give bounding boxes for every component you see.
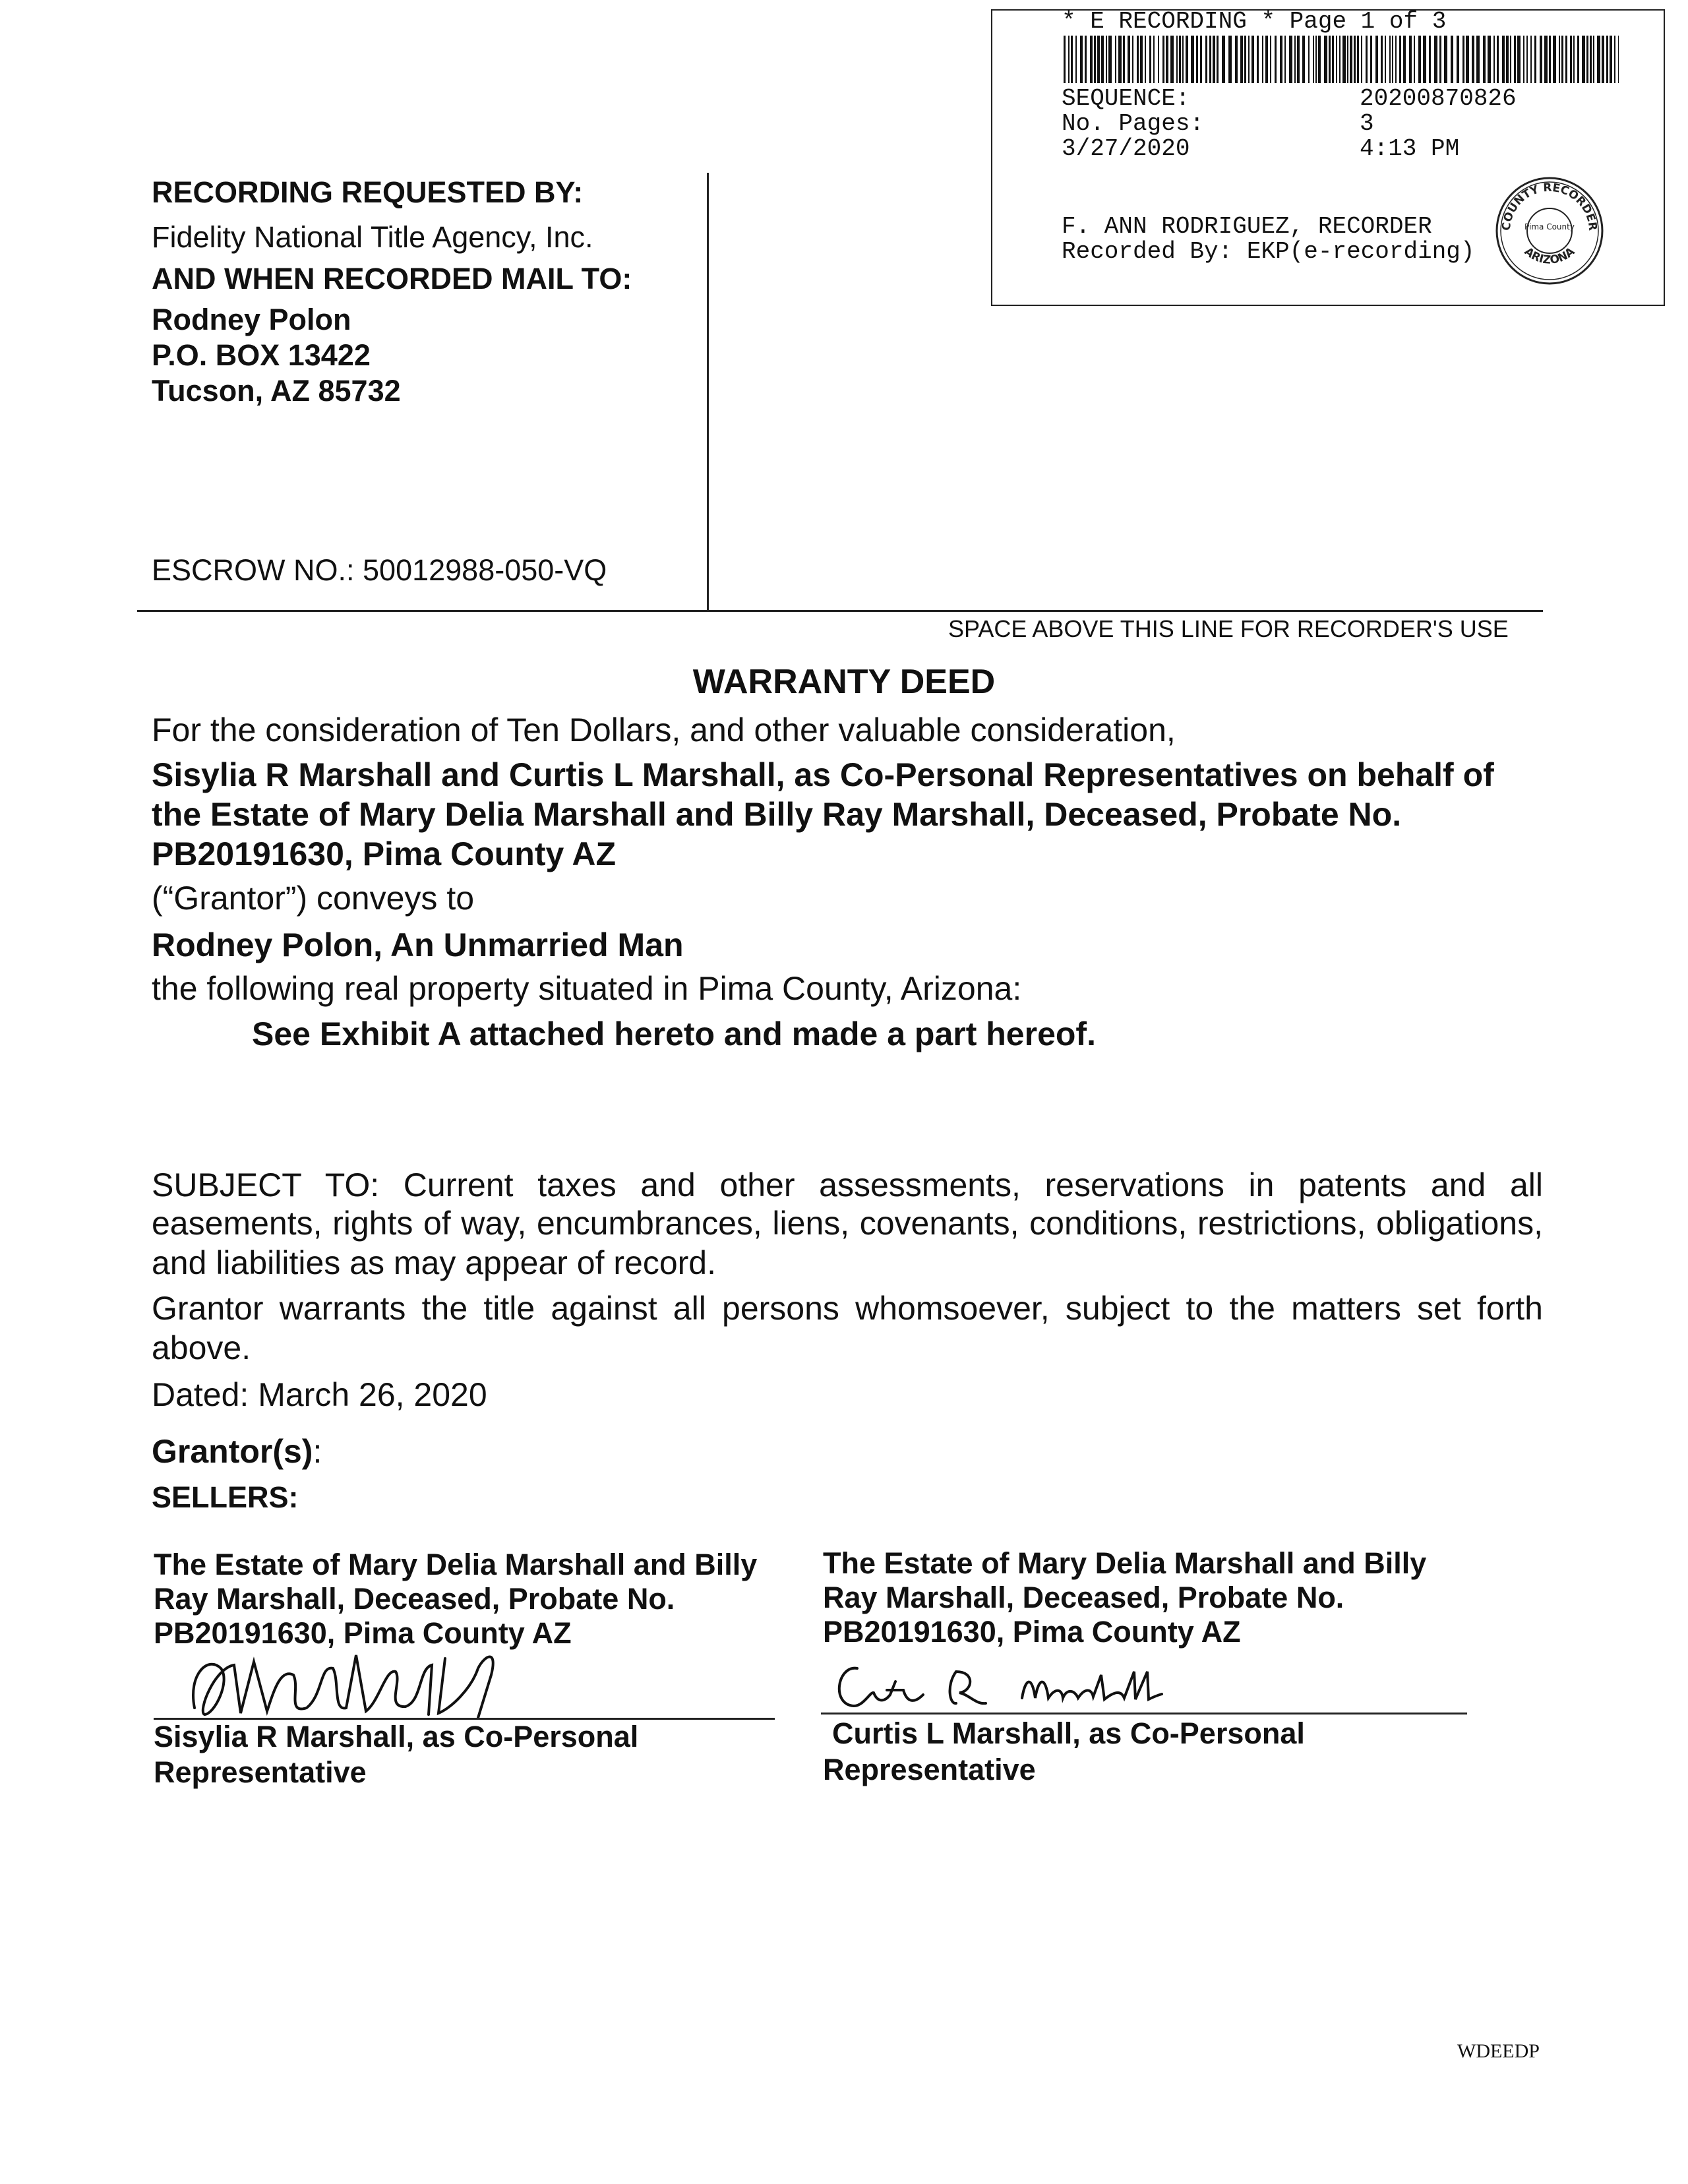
barcode-bar (1244, 36, 1246, 83)
barcode-bar (1324, 36, 1327, 83)
barcode-bar (1476, 36, 1480, 83)
pages-value: 3 (1360, 110, 1374, 137)
grantor-line-2: the Estate of Mary Delia Marshall and Billy Ray Marshall, Deceased, Probate No. (152, 796, 1402, 833)
warranty-line-1: Grantor warrants the title against all persons whomsoever, subject to the matters set forth (152, 1290, 1543, 1327)
barcode-bar (1240, 36, 1243, 83)
barcode-bar (1559, 36, 1560, 83)
sellers-label: SELLERS: (152, 1480, 299, 1514)
barcode-bar (1561, 36, 1563, 83)
barcode-bar (1389, 36, 1391, 83)
barcode-bar (1336, 36, 1337, 83)
barcode-bar (1149, 36, 1151, 83)
barcode-bar (1444, 36, 1447, 83)
barcode-bar (1196, 36, 1198, 83)
barcode-bar (1123, 36, 1125, 83)
form-code: WDEEDP (1457, 2040, 1540, 2062)
barcode-bar (1090, 36, 1093, 83)
barcode-bar (1339, 36, 1341, 83)
barcode-bar (1409, 36, 1412, 83)
barcode-bar (1618, 36, 1619, 83)
barcode-bar (1153, 36, 1155, 83)
barcode-bar (1395, 36, 1397, 83)
barcode-bar (1329, 36, 1331, 83)
barcode-bar (1451, 36, 1453, 83)
barcode-bar (1530, 36, 1532, 83)
subject-to-line-2: easements, rights of way, encumbrances, liens, covenants, conditions, restrictions, obligations, (152, 1205, 1543, 1242)
barcode-bar (1308, 36, 1310, 83)
barcode-bar (1209, 36, 1211, 83)
right-entity-line-1: The Estate of Mary Delia Marshall and Billy (823, 1546, 1427, 1580)
barcode-bar (1582, 36, 1585, 83)
barcode-bar (1361, 36, 1362, 83)
document-title: WARRANTY DEED (692, 663, 996, 701)
barcode-bar (1399, 36, 1401, 83)
barcode-bar (1483, 36, 1486, 83)
barcode-bar (1544, 36, 1548, 83)
subject-to-line-3: and liabilities as may appear of record. (152, 1244, 717, 1281)
barcode-bar (1553, 36, 1556, 83)
property-intro: the following real property situated in Pima County, Arizona: (152, 970, 1022, 1007)
barcode-bar (1342, 36, 1346, 83)
dated-text: Dated: March 26, 2020 (152, 1376, 487, 1413)
barcode-bar (1179, 36, 1181, 83)
right-signer-name: Curtis L Marshall, as Co-Personal (832, 1716, 1305, 1750)
left-entity-line-1: The Estate of Mary Delia Marshall and Billy (154, 1548, 758, 1581)
right-entity-line-3: PB20191630, Pima County AZ (823, 1615, 1241, 1649)
barcode-bar (1370, 36, 1372, 83)
barcode-bar (1457, 36, 1459, 83)
barcode-bar (1166, 36, 1168, 83)
consideration-text: For the consideration of Ten Dollars, and other valuable consideration, (152, 712, 1176, 748)
header-divider-vertical (707, 173, 709, 611)
barcode-bar (1534, 36, 1536, 83)
county-seal-icon (1492, 173, 1608, 289)
recorder-space-line (137, 610, 1543, 612)
right-signer-role: Representative (823, 1753, 1036, 1786)
mail-to-address-2: Tucson, AZ 85732 (152, 374, 401, 408)
barcode-bar (1526, 36, 1528, 83)
right-signature-line (821, 1713, 1467, 1714)
barcode-bar (1213, 36, 1215, 83)
barcode-bar (1205, 36, 1207, 83)
barcode-bar (1182, 36, 1184, 83)
mail-to-name: Rodney Polon (152, 303, 351, 336)
barcode-bar (1472, 36, 1474, 83)
barcode-bar (1075, 36, 1077, 83)
recording-date: 3/27/2020 (1062, 135, 1190, 162)
grantors-heading (152, 1431, 322, 1472)
barcode-bar (1235, 36, 1238, 83)
barcode-bar (1606, 36, 1608, 83)
barcode-bar (1217, 36, 1219, 83)
pages-label: No. Pages: (1062, 110, 1205, 137)
barcode-bar (1597, 36, 1600, 83)
barcode-bar (1128, 36, 1130, 83)
barcode-bar (1115, 36, 1116, 83)
barcode-bar (1385, 36, 1386, 83)
barcode-bar (1506, 36, 1509, 83)
right-entity-line-2: Ray Marshall, Deceased, Probate No. (823, 1581, 1344, 1614)
barcode-bar (1162, 36, 1164, 83)
recorded-by: Recorded By: EKP(e-recording) (1062, 238, 1475, 265)
escrow-number: ESCROW NO.: 50012988-050-VQ (152, 553, 607, 587)
barcode-bar (1200, 36, 1202, 83)
sequence-label: SEQUENCE: (1062, 85, 1190, 112)
barcode-bar (1080, 36, 1083, 83)
barcode-bar (1493, 36, 1495, 83)
barcode-bar (1577, 36, 1579, 83)
left-entity-line-2: Ray Marshall, Deceased, Probate No. (154, 1582, 675, 1616)
barcode (1064, 36, 1619, 83)
recording-time: 4:13 PM (1360, 135, 1460, 162)
barcode-bar (1284, 36, 1286, 83)
barcode-bar (1313, 36, 1314, 83)
grantor-line-3: PB20191630, Pima County AZ (152, 835, 616, 872)
barcode-bar (1262, 36, 1263, 83)
barcode-bar (1140, 36, 1143, 83)
barcode-bar (1610, 36, 1612, 83)
mail-to-label: AND WHEN RECORDED MAIL TO: (152, 262, 632, 295)
barcode-bar (1297, 36, 1300, 83)
requested-by-name: Fidelity National Title Agency, Inc. (152, 220, 593, 254)
barcode-bar (1315, 36, 1317, 83)
barcode-bar (1170, 36, 1174, 83)
barcode-bar (1429, 36, 1431, 83)
barcode-bar (1132, 36, 1133, 83)
barcode-bar (1514, 36, 1516, 83)
barcode-bar (1137, 36, 1139, 83)
seal-bottom-text: ARIZONA (1521, 245, 1578, 267)
barcode-bar (1502, 36, 1505, 83)
barcode-bar (1565, 36, 1567, 83)
barcode-bar (1186, 36, 1188, 83)
barcode-bar (1586, 36, 1588, 83)
barcode-bar (1614, 36, 1615, 83)
barcode-bar (1357, 36, 1359, 83)
barcode-bar (1085, 36, 1087, 83)
barcode-bar (1366, 36, 1368, 83)
barcode-bar (1523, 36, 1524, 83)
barcode-bar (1318, 36, 1321, 83)
barcode-bar (1423, 36, 1426, 83)
barcode-bar (1540, 36, 1542, 83)
barcode-bar (1602, 36, 1604, 83)
left-signer-name: Sisylia R Marshall, as Co-Personal (154, 1720, 639, 1753)
barcode-bar (1347, 36, 1348, 83)
barcode-bar (1275, 36, 1277, 83)
barcode-bar (1350, 36, 1352, 83)
barcode-bar (1108, 36, 1112, 83)
grantors-label: Grantor(s) (152, 1433, 313, 1470)
barcode-bar (1106, 36, 1107, 83)
exhibit-reference: See Exhibit A attached hereto and made a part hereof. (252, 1016, 1096, 1052)
barcode-bar (1071, 36, 1073, 83)
barcode-bar (1593, 36, 1594, 83)
barcode-bar (1158, 36, 1159, 83)
left-entity-line-3: PB20191630, Pima County AZ (154, 1616, 572, 1650)
barcode-bar (1590, 36, 1592, 83)
grantors-colon: : (313, 1433, 322, 1470)
barcode-bar (1097, 36, 1100, 83)
barcode-bar (1332, 36, 1334, 83)
barcode-bar (1488, 36, 1491, 83)
right-signature (824, 1652, 1220, 1718)
barcode-bar (1289, 36, 1292, 83)
barcode-bar (1497, 36, 1499, 83)
subject-to-line-1: SUBJECT TO: Current taxes and other assessments, reservations in patents and all (152, 1167, 1543, 1203)
barcode-bar (1434, 36, 1437, 83)
barcode-bar (1248, 36, 1250, 83)
barcode-bar (1228, 36, 1232, 83)
barcode-bar (1251, 36, 1254, 83)
recorder-space-note: SPACE ABOVE THIS LINE FOR RECORDER'S USE (948, 615, 1509, 642)
grantee-name: Rodney Polon, An Unmarried Man (152, 926, 684, 963)
sequence-value: 20200870826 (1360, 85, 1517, 112)
barcode-bar (1549, 36, 1551, 83)
barcode-bar (1064, 36, 1066, 83)
barcode-bar (1510, 36, 1511, 83)
grantor-line-1: Sisylia R Marshall and Curtis L Marshall, as Co-Personal Representatives on behalf of (152, 756, 1494, 793)
conveys-text: (“Grantor”) conveys to (152, 880, 475, 917)
barcode-bar (1392, 36, 1393, 83)
barcode-bar (1068, 36, 1070, 83)
barcode-bar (1270, 36, 1271, 83)
barcode-bar (1118, 36, 1122, 83)
barcode-bar (1439, 36, 1441, 83)
barcode-bar (1375, 36, 1378, 83)
barcode-bar (1222, 36, 1225, 83)
barcode-bar (1570, 36, 1572, 83)
barcode-bar (1280, 36, 1282, 83)
barcode-bar (1191, 36, 1194, 83)
barcode-bar (1094, 36, 1096, 83)
barcode-bar (1176, 36, 1178, 83)
barcode-bar (1403, 36, 1406, 83)
barcode-bar (1466, 36, 1469, 83)
left-signer-role: Representative (154, 1755, 367, 1789)
seal-center-text: Pima County (1524, 222, 1575, 231)
mail-to-address-1: P.O. BOX 13422 (152, 338, 371, 372)
barcode-bar (1462, 36, 1464, 83)
barcode-bar (1265, 36, 1268, 83)
barcode-bar (1145, 36, 1146, 83)
barcode-bar (1302, 36, 1305, 83)
barcode-bar (1517, 36, 1521, 83)
barcode-bar (1573, 36, 1575, 83)
barcode-bar (1294, 36, 1296, 83)
barcode-bar (1381, 36, 1383, 83)
barcode-bar (1414, 36, 1415, 83)
warranty-line-2: above. (152, 1329, 251, 1366)
barcode-bar (1354, 36, 1356, 83)
recorder-name: F. ANN RODRIGUEZ, RECORDER (1062, 213, 1432, 240)
recording-header: * E RECORDING * Page 1 of 3 (1062, 8, 1447, 35)
seal-top-text: COUNTY RECORDER (1499, 181, 1600, 231)
barcode-bar (1101, 36, 1104, 83)
barcode-bar (1418, 36, 1421, 83)
recording-requested-label: RECORDING REQUESTED BY: (152, 175, 584, 209)
barcode-bar (1257, 36, 1259, 83)
